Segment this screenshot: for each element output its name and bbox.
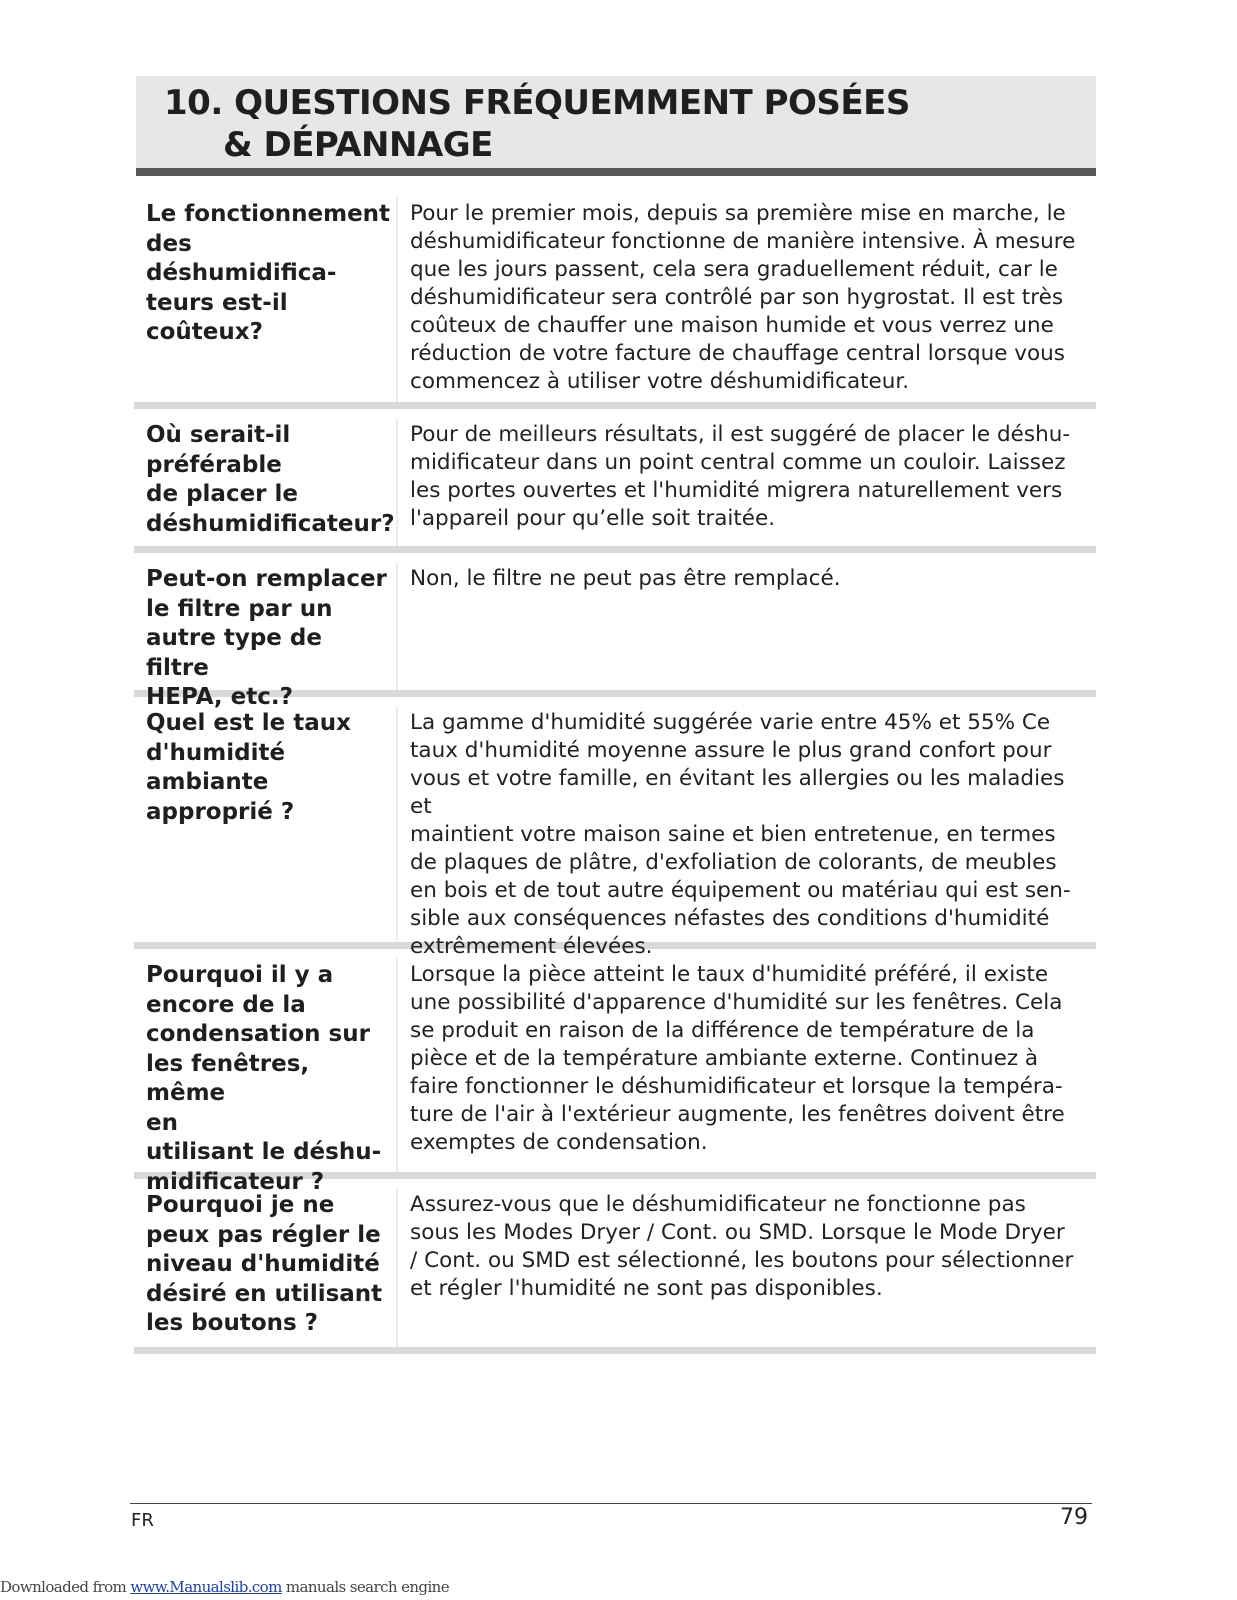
- faq-row: [134, 553, 1096, 710]
- row-divider: [134, 1347, 1096, 1354]
- faq-answer: Pour de meilleurs résultats, il est suggéré de placer le déshu- midificateur dans un point central comme un couloir. Laissez les portes ouvertes et l'humidité migrera naturellement vers l'appareil pour qu’elle soit traitée.: [410, 422, 1071, 531]
- faq-question: Quel est le taux d'humidité ambiante approprié ?: [134, 706, 398, 942]
- footer-language: FR: [131, 1510, 154, 1531]
- faq-question: Pourquoi il y a encore de la condensation sur les fenêtres, même en utilisant le déshu- midificateur ?: [134, 958, 398, 1172]
- footer-rule: [130, 1503, 1092, 1504]
- faq-answer: Non, le filtre ne peut pas être remplacé.: [410, 566, 841, 591]
- page-title: [164, 82, 910, 166]
- download-notice: [0, 1578, 449, 1596]
- faq-question: Pourquoi je ne peux pas régler le niveau d'humidité désiré en utilisant les boutons ?: [134, 1188, 398, 1347]
- faq-question: Où serait-il préférable de placer le déshumidificateur?: [134, 418, 398, 546]
- faq-row: [134, 1179, 1096, 1347]
- faq-answer: Assurez-vous que le déshumidificateur ne fonctionne pas sous les Modes Dryer / Cont. ou SMD. Lorsque le Mode Dryer / Cont. ou SMD est sélectionné, les boutons pour sélectionner et régler l'humidité ne sont pas disponibles.: [410, 1192, 1074, 1301]
- faq-answer: Pour le premier mois, depuis sa première mise en marche, le déshumidificateur fonctionne de manière intensive. À mesure que les jours passent, cela sera graduellement réduit, car le déshumidificateur sera contrôlé par son hygrostat. Il est très coûteux de chauffer une maison humide et vous verrez une réduction de votre facture de chauffage central lorsque vous commencez à utiliser votre déshumidificateur.: [410, 201, 1076, 394]
- faq-answer: Lorsque la pièce atteint le taux d'humidité préféré, il existe une possibilité d'apparence d'humidité sur les fenêtres. Cela se produit en raison de la différence de température de la pièce et de la température ambiante externe. Continuez à faire fonctionner le déshumidificateur et lorsque la tempéra- ture de l'air à l'extérieur augmente, les fenêtres doivent être exemptes de condensation.: [410, 962, 1065, 1155]
- faq-table: [134, 197, 1096, 1354]
- faq-question: Le fonctionnement des déshumidifica- teurs est-il coûteux?: [134, 197, 398, 402]
- download-suffix: manuals search engine: [281, 1578, 449, 1596]
- faq-question: Peut-on remplacer le filtre par un autre type de filtre HEPA, etc.?: [134, 562, 398, 690]
- download-prefix: Downloaded from: [0, 1578, 131, 1596]
- faq-row: [134, 197, 1096, 402]
- title-line-2: & DÉPANNAGE: [223, 125, 493, 165]
- row-divider: [134, 402, 1096, 409]
- title-line-1: 10. QUESTIONS FRÉQUEMMENT POSÉES: [164, 83, 910, 123]
- manualslib-link[interactable]: www.Manualslib.com: [130, 1578, 282, 1596]
- faq-answer: La gamme d'humidité suggérée varie entre 45% et 55% Ce taux d'humidité moyenne assure le plus grand confort pour vous et votre famille, en évitant les allergies ou les maladies et maintient votre maison saine et bien entretenue, en termes de plaques de plâtre, d'exfoliation de colorants, de meubles en bois et de tout autre équipement ou matériau qui est sen- sible aux conséquences néfastes des conditions d'humidité extrêmement élevées.: [410, 710, 1071, 959]
- page-number: 79: [1060, 1505, 1088, 1530]
- faq-row: [134, 409, 1096, 546]
- faq-row: [134, 949, 1096, 1195]
- row-divider: [134, 546, 1096, 553]
- section-header: [136, 76, 1096, 176]
- faq-row: [134, 697, 1096, 959]
